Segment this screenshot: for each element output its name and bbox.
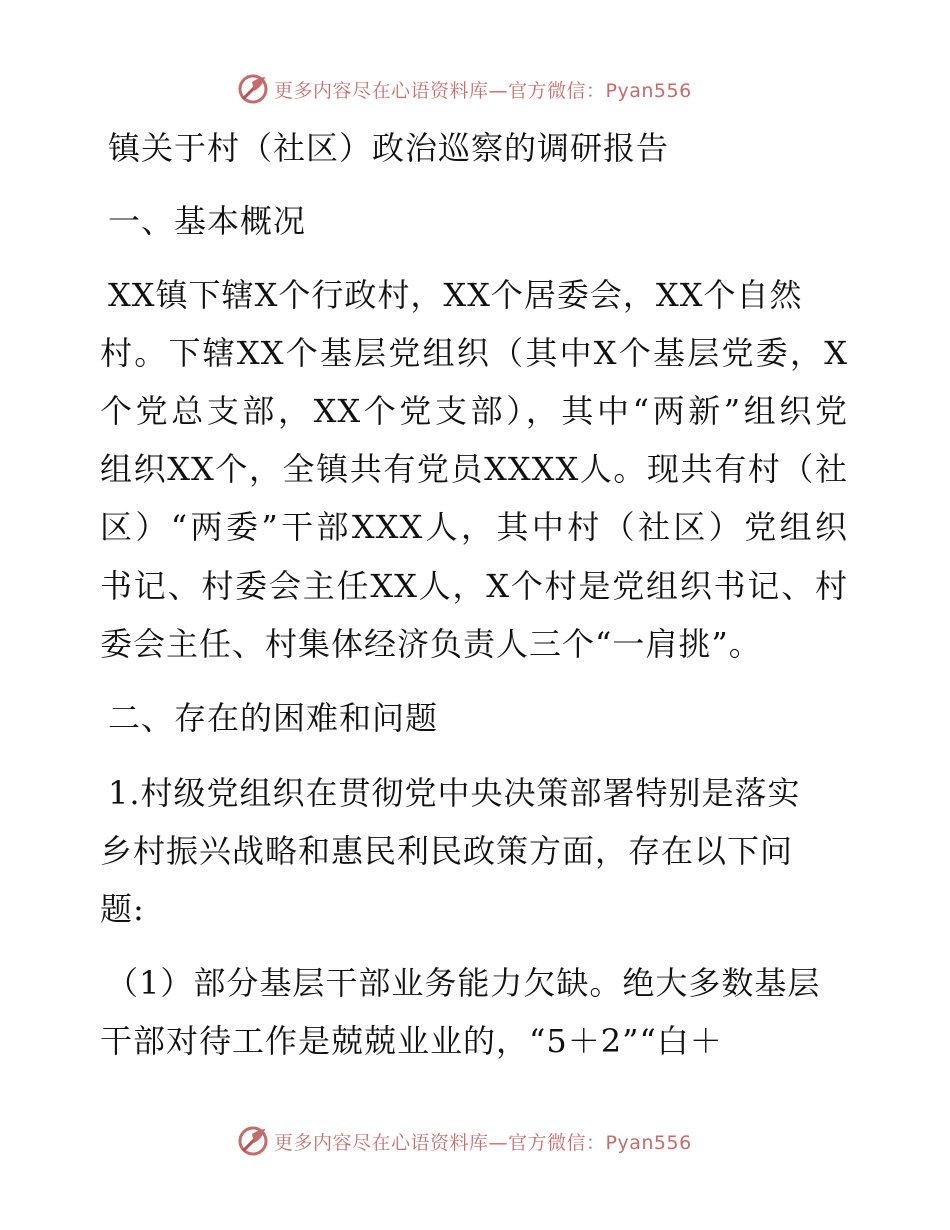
section-heading-overview: 一、基本概况: [108, 202, 307, 240]
paragraph-line: 干部对待工作是兢兢业业的，“5＋2”“白＋: [100, 1022, 723, 1060]
watermark-text: 更多内容尽在心语资料库—官方微信：Pyan556: [274, 1131, 692, 1154]
quill-circle-icon: [236, 1124, 270, 1158]
paragraph-line: （1）部分基层干部业务能力欠缺。绝大多数基层: [106, 964, 821, 1002]
paragraph-line: XX镇下辖X个行政村，XX个居委会，XX个自然: [108, 276, 803, 314]
paragraph-line: 组织XX个，全镇共有党员XXXX人。现共有村（社: [100, 450, 848, 488]
paragraph-line: 村。下辖XX个基层党组织（其中X个基层党委，X: [100, 334, 848, 372]
section-heading-problems: 二、存在的困难和问题: [108, 699, 439, 737]
watermark-top: [236, 72, 692, 106]
quill-circle-icon: [236, 72, 270, 106]
document-title: 镇关于村（社区）政治巡察的调研报告: [108, 129, 670, 167]
watermark-bottom: [236, 1124, 692, 1158]
paragraph-line: 乡村振兴战略和惠民利民政策方面，存在以下问: [100, 832, 794, 870]
paragraph-line: 题:: [100, 890, 145, 928]
paragraph-line: 书记、村委会主任XX人，X个村是党组织书记、村: [100, 567, 848, 605]
watermark-text: 更多内容尽在心语资料库—官方微信：Pyan556: [274, 79, 692, 102]
paragraph-line: 委会主任、村集体经济负责人三个“一肩挑”。: [100, 625, 762, 663]
paragraph-line: 区）“两委”干部XXX人，其中村（社区）党组织: [100, 508, 848, 546]
paragraph-line: 1.村级党组织在贯彻党中央决策部署特别是落实: [108, 774, 801, 812]
paragraph-line: 个党总支部，XX个党支部），其中“两新”组织党: [100, 392, 848, 430]
